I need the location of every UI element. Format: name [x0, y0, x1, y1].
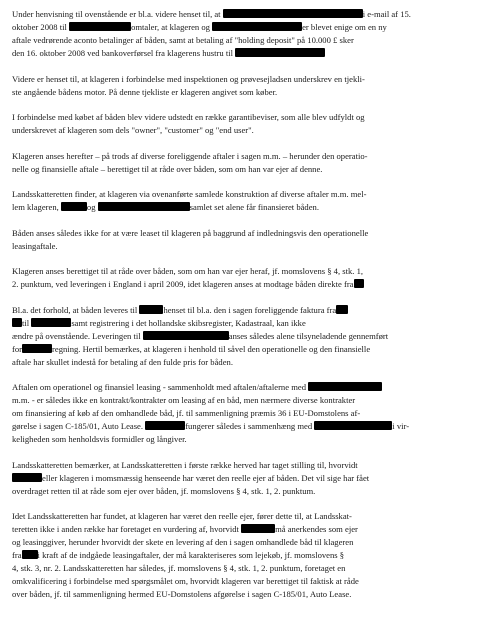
text-line [12, 278, 470, 291]
text-line [12, 588, 470, 601]
redaction-bar [223, 9, 363, 18]
text-line [12, 459, 470, 472]
redaction-bar [241, 524, 275, 533]
text-segment: aftale vedrørende aconto betalinger af båden, samt at betaling af "holding deposit" på 10.000 £ sker [12, 35, 354, 45]
text-segment: teretten ikke i anden række har foretaget en vurdering af, hvorvidt [12, 524, 242, 534]
text-segment: aftale har skullet indestå for betaling af den fulde pris for båden. [12, 356, 233, 367]
paragraph-p2 [12, 73, 470, 99]
text-segment: omtaler, at klageren og [131, 22, 213, 32]
text-line [12, 124, 470, 137]
text-line [12, 330, 470, 343]
paragraph-p4 [12, 150, 470, 176]
text-segment: Under henvisning til ovenstående er bl.a. videre henset til, at [12, 9, 223, 19]
text-segment: for [12, 343, 23, 354]
text-segment: oktober 2008 til [12, 22, 70, 32]
redaction-bar [69, 22, 131, 31]
text-line [12, 163, 470, 176]
text-line [12, 111, 470, 124]
text-line [12, 343, 470, 356]
text-line [12, 407, 470, 420]
text-segment: ændre på ovenstående. Leveringen til [12, 330, 143, 341]
redaction-bar [61, 202, 87, 211]
paragraph-p5 [12, 188, 470, 214]
text-segment: underskrevet af klageren som dels "owner", "customer" og "end user". [12, 125, 254, 135]
text-line [12, 34, 470, 47]
text-line [12, 304, 470, 317]
paragraph-p9 [12, 381, 470, 446]
text-segment: over båden, jf. til sammenligning hermed EU-Domstolens afgørelse i sagen C-185/01, Auto Lease. [12, 589, 352, 599]
text-line [12, 536, 470, 549]
text-line [12, 420, 470, 433]
text-segment: den 16. oktober 2008 ved bankoverførsel fra klagerens hustru til [12, 48, 236, 58]
redaction-bar [336, 305, 348, 314]
text-segment: til [22, 317, 32, 328]
text-segment: gørelse i sagen C-185/01, Auto Lease. [12, 421, 146, 431]
text-line [12, 240, 470, 253]
text-line [12, 562, 470, 575]
text-segment: Klageren anses herefter – på trods af diverse foreliggende aftaler i sagen m.m. – herunder den operatio- [12, 150, 368, 161]
text-line [12, 201, 470, 214]
redaction-bar [139, 305, 163, 314]
text-segment: leasingaftale. [12, 240, 58, 251]
text-segment: er blevet enige om en ny [302, 22, 387, 32]
text-segment: Båden anses således ikke for at være leaset til klageren på baggrund af indledningsvis den operationelle [12, 227, 369, 238]
text-segment: og [86, 202, 98, 212]
redaction-bar [212, 22, 302, 31]
text-line [12, 549, 470, 562]
text-segment: m.m. - er således ikke en kontrakt/kontrakter om leasing af en båd, men nærmere diverse kontrakter [12, 395, 356, 405]
redaction-bar [98, 202, 190, 211]
text-segment: lem klageren, [12, 202, 61, 212]
redaction-bar [145, 421, 185, 430]
text-segment: Aftalen om operationel og finansiel leasing - sammenholdt med aftalen/aftalerne med [12, 382, 309, 392]
paragraph-p1 [12, 8, 470, 60]
text-segment: ste angående bådens motor. På denne tjekliste er klageren angivet som køber. [12, 86, 278, 97]
text-line [12, 523, 470, 536]
text-line [12, 510, 470, 523]
redaction-bar [22, 550, 38, 559]
text-segment: og leasinggiver, herunder hvorvidt der skete en levering af den i sagen omhandlede båd til klageren [12, 537, 354, 547]
text-segment: Landsskatteretten bemærker, at Landsskatteretten i første række herved har taget stilling til, hvorvidt [12, 459, 358, 470]
redaction-bar [308, 382, 382, 391]
text-line [12, 150, 470, 163]
text-segment: om finansiering af køb af den omhandlede båd, jf. til sammenligning præmis 36 i EU-Domstolens af- [12, 408, 361, 418]
text-segment: overdraget retten til at råde som ejer over båden, jf. momslovens § 4, stk. 1, 2. punktum. [12, 485, 316, 496]
redaction-bar [314, 421, 392, 430]
text-segment: i vir- [392, 421, 410, 431]
text-segment: Klageren anses berettiget til at råde over båden, som om han var ejer heraf, jf. momslovens § 4, stk. 1, [12, 266, 364, 276]
text-segment: henset til bl.a. den i sagen foreliggende faktura fra [163, 304, 337, 315]
text-line [12, 575, 470, 588]
redaction-bar [143, 331, 229, 340]
text-segment: i kraft af de indgåede leasingaftaler, der må karakteriseres som lejekøb, jf. momslovens § [37, 550, 345, 560]
text-line [12, 317, 470, 330]
text-segment: anses således alene tilsyneladende gennemført [228, 330, 389, 341]
paragraph-p3 [12, 111, 470, 137]
text-segment: nelle og finansielle aftale – berettiget til at råde over båden, som om han var ejer af denne. [12, 163, 323, 174]
text-segment: eller klageren i momsmæssig henseende har været den reelle ejer af båden. Det vil sige har fået [42, 472, 370, 483]
paragraph-p6 [12, 227, 470, 253]
text-segment: 4, stk. 3, nr. 2. Landsskatteretten har således, jf. momslovens § 4, stk. 1, 2. punktum, foretaget en [12, 563, 346, 573]
text-line [12, 21, 470, 34]
redaction-bar [354, 279, 364, 288]
text-segment: 2. punktum, ved leveringen i England i april 2009, idet klageren anses at modtage båden direkte fra [12, 279, 354, 289]
text-line [12, 394, 470, 407]
text-line [12, 73, 470, 86]
text-line [12, 472, 470, 485]
text-line [12, 188, 470, 201]
text-segment: fungerer således i sammenhæng med [185, 421, 315, 431]
text-segment: regning. Hertil bemærkes, at klageren i henhold til såvel den operationelle og den finansielle [52, 343, 371, 354]
redaction-bar [31, 318, 71, 327]
text-line [12, 227, 470, 240]
redaction-bar [12, 318, 22, 327]
paragraph-p10 [12, 459, 470, 498]
text-line [12, 485, 470, 498]
text-line [12, 433, 470, 446]
text-segment: fra [12, 550, 22, 560]
text-line [12, 356, 470, 369]
text-line [12, 8, 470, 21]
text-line [12, 86, 470, 99]
text-segment: keligheden som henholdsvis formidler og långiver. [12, 434, 187, 444]
redaction-bar [235, 48, 325, 57]
paragraph-p11 [12, 510, 470, 601]
text-line [12, 265, 470, 278]
redaction-bar [12, 473, 42, 482]
text-segment: i e-mail af 15. [362, 9, 411, 19]
text-line [12, 381, 470, 394]
paragraph-p7 [12, 265, 470, 291]
redaction-bar [22, 344, 52, 353]
text-segment: I forbindelse med købet af båden blev videre udstedt en række garantibeviser, som alle blev udfyldt og [12, 112, 365, 122]
text-segment: samlet set alene får finansieret båden. [189, 202, 319, 212]
text-line [12, 47, 470, 60]
paragraph-p8 [12, 304, 470, 369]
text-segment: må anerkendes som ejer [275, 524, 358, 534]
text-segment: Videre er henset til, at klageren i forbindelse med inspektionen og prøvesejladsen underskrev en tjekli- [12, 73, 365, 84]
text-segment: Bl.a. det forhold, at båden leveres til [12, 304, 140, 315]
text-segment: samt registrering i det hollandske skibsregister, Kadastraal, kan ikke [71, 317, 306, 328]
text-segment: omkvalificering i forbindelse med spørgsmålet om, hvorvidt klageren var berettiget til faktisk at råde [12, 576, 359, 586]
text-segment: Landsskatteretten finder, at klageren via ovenanførte samlede konstruktion af diverse aftaler m.m. mel- [12, 189, 367, 199]
text-segment: Idet Landsskatteretten har fundet, at klageren har været den reelle ejer, fører dette til, at Landsskat- [12, 511, 352, 521]
